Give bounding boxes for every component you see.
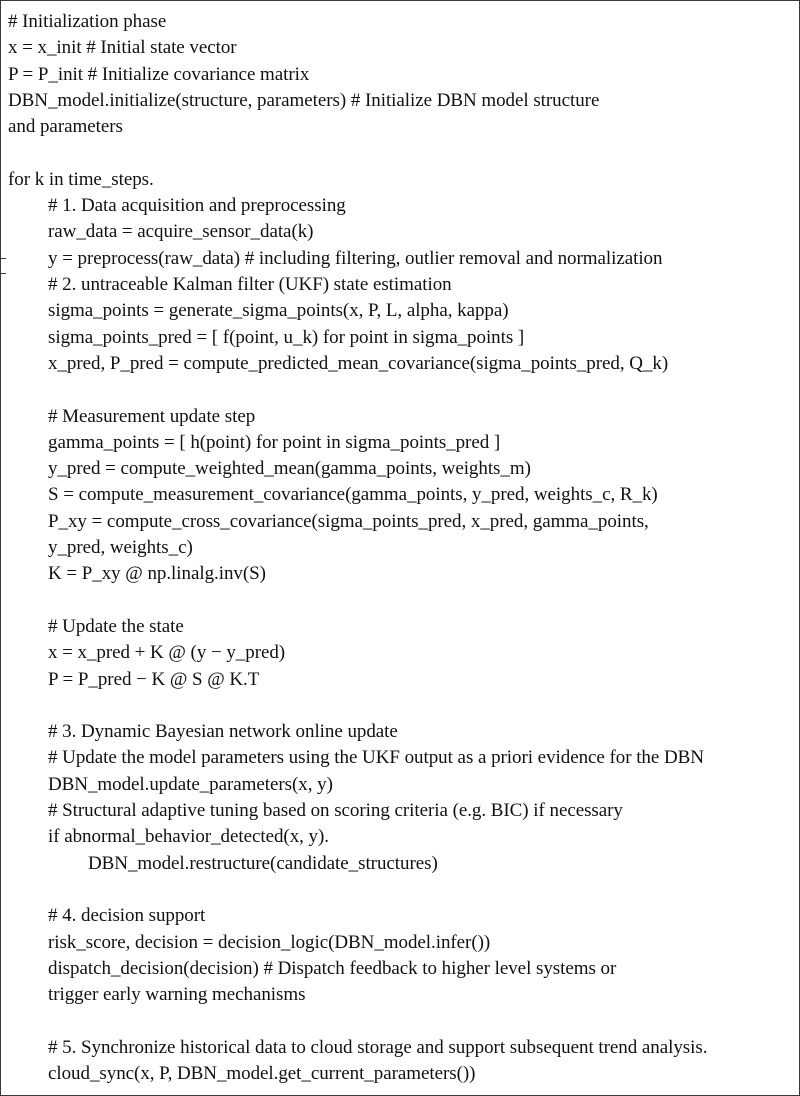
code-line: P = P_pred − K @ S @ K.T (48, 668, 260, 690)
code-line: K = P_xy @ np.linalg.inv(S) (48, 563, 266, 585)
left-border-tick (1, 273, 6, 274)
code-line: dispatch_decision(decision) # Dispatch feedback to higher level systems or (48, 957, 617, 979)
code-line: DBN_model.initialize(structure, parameters) # Initialize DBN model structure (8, 89, 600, 111)
code-line: y_pred = compute_weighted_mean(gamma_points, weights_m) (48, 458, 531, 480)
code-line: cloud_sync(x, P, DBN_model.get_current_parameters()) (48, 1063, 476, 1084)
code-line: S = compute_measurement_covariance(gamma_points, y_pred, weights_c, R_k) (48, 484, 658, 506)
code-line: # 4. decision support (48, 905, 206, 927)
code-line: y = preprocess(raw_data) # including filtering, outlier removal and normalization (48, 247, 663, 269)
code-line: raw_data = acquire_sensor_data(k) (48, 221, 314, 243)
code-line: gamma_points = [ h(point) for point in sigma_points_pred ] (48, 431, 501, 453)
code-line: # Measurement update step (48, 405, 256, 427)
code-line: y_pred, weights_c) (48, 537, 193, 558)
code-line: sigma_points = generate_sigma_points(x, P, L, alpha, kappa) (48, 300, 509, 322)
code-line: DBN_model.update_parameters(x, y) (48, 773, 333, 795)
code-line: trigger early warning mechanisms (48, 984, 306, 1006)
code-line: # 1. Data acquisition and preprocessing (48, 195, 346, 217)
code-line: # Update the model parameters using the UKF output as a priori evidence for the DBN (48, 747, 704, 769)
code-line: # Update the state (48, 615, 184, 637)
code-line: # 5. Synchronize historical data to cloud storage and support subsequent trend analysis. (48, 1036, 708, 1058)
code-line: x_pred, P_pred = compute_predicted_mean_covariance(sigma_points_pred, Q_k) (48, 352, 669, 374)
code-line: for k in time_steps. (8, 168, 154, 190)
code-line: P = P_init # Initialize covariance matrix (8, 63, 310, 85)
code-line: DBN_model.restructure(candidate_structures) (88, 852, 438, 874)
code-line: # 2. untraceable Kalman filter (UKF) state estimation (48, 274, 452, 295)
code-line: risk_score, decision = decision_logic(DBN_model.infer()) (48, 931, 491, 953)
code-line: x = x_init # Initial state vector (8, 37, 237, 59)
code-line: x = x_pred + K @ (y − y_pred) (48, 642, 286, 664)
code-line: and parameters (8, 116, 123, 138)
left-border-tick (1, 258, 6, 259)
code-line: # 3. Dynamic Bayesian network online update (48, 721, 398, 743)
code-line: sigma_points_pred = [ f(point, u_k) for point in sigma_points ] (48, 326, 525, 348)
code-line: # Structural adaptive tuning based on scoring criteria (e.g. BIC) if necessary (48, 800, 623, 821)
code-line: P_xy = compute_cross_covariance(sigma_points_pred, x_pred, gamma_points, (48, 510, 649, 532)
code-line: # Initialization phase (8, 11, 167, 32)
code-line: if abnormal_behavior_detected(x, y). (48, 826, 329, 848)
